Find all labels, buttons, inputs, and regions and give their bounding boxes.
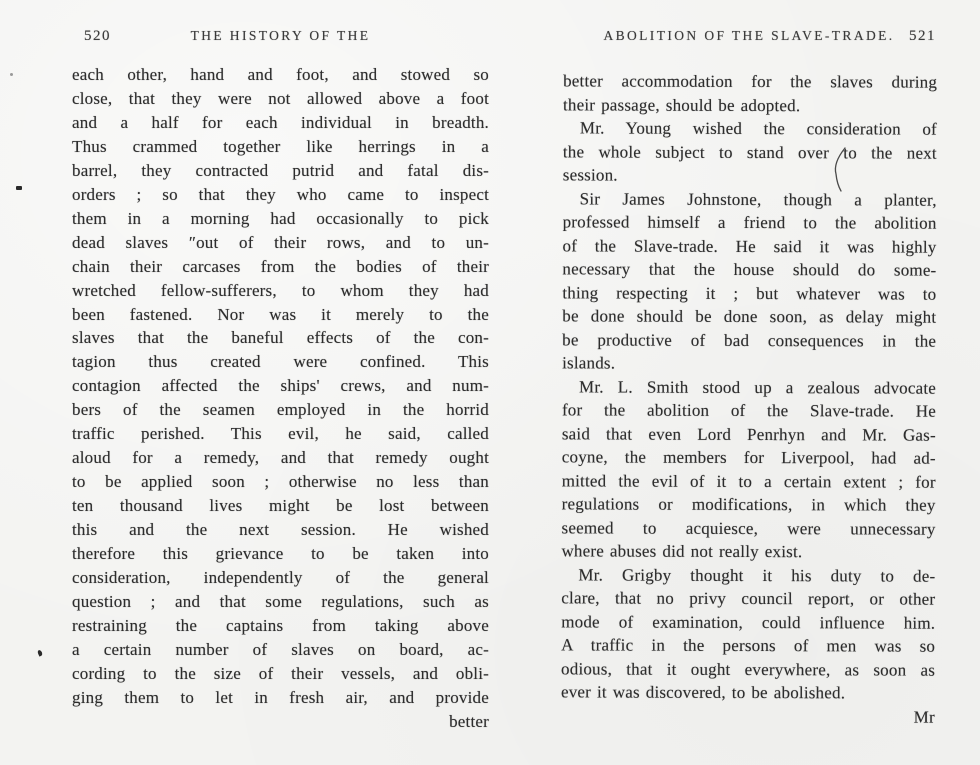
- catchword: better: [449, 711, 489, 731]
- right-running-title: ABOLITION OF THE SLAVE-TRADE.: [603, 28, 895, 43]
- text-line: their passage, should be adopted.: [562, 94, 801, 115]
- text-line: Mr. Grigby thought it his duty to de-: [578, 564, 936, 586]
- text-line: them in a morning had occasionally to pick: [72, 208, 489, 228]
- text-line: a certain number of slaves on board, ac-: [72, 639, 489, 659]
- text-line: better accommodation for the slaves during: [563, 71, 938, 92]
- text-line: been fastened. Nor was it merely to the: [72, 304, 489, 324]
- text-line: necessary that the house should do some-: [562, 259, 937, 280]
- ink-speck: [37, 649, 43, 656]
- left-page-number: 520: [84, 28, 111, 44]
- text-line: this and the next session. He wished: [72, 520, 489, 540]
- text-line: of the Slave-trade. He said it was highly: [562, 235, 937, 257]
- ink-speck: [10, 73, 13, 76]
- text-line: Mr. L. Smith stood up a zealous advocate: [579, 376, 937, 398]
- text-line: regulations or modifications, in which they: [561, 494, 936, 515]
- right-page-text: [561, 69, 937, 728]
- left-page-text: [72, 63, 489, 734]
- text-line: Thus crammed together like herrings in a: [72, 136, 489, 156]
- text-line: be productive of bad consequences in the: [562, 329, 937, 351]
- text-line: islands.: [562, 353, 616, 373]
- text-line: consideration, independently of the general: [72, 568, 489, 588]
- text-line: aloud for a remedy, and that remedy ought: [72, 448, 489, 468]
- text-line: wretched fellow-sufferers, to whom they had: [72, 280, 489, 300]
- text-line: Mr. Young wished the consideration of: [579, 118, 937, 139]
- text-line: barrel, they contracted putrid and fatal dis-: [72, 160, 489, 180]
- text-line: clare, that no privy council report, or other: [561, 588, 936, 609]
- ink-speck: [16, 186, 22, 190]
- left-running-title: THE HISTORY OF THE: [190, 28, 371, 43]
- text-line: A traffic in the persons of men was so: [561, 635, 936, 656]
- text-line: question ; and that some regulations, such as: [72, 591, 489, 611]
- text-line: dead slaves ″out of their rows, and to un-: [72, 232, 489, 252]
- text-line: ever it was discovered, to be abolished.: [560, 682, 846, 703]
- text-line: to be applied soon ; otherwise no less than: [72, 472, 489, 492]
- text-line: therefore this grievance to be taken into: [72, 544, 489, 564]
- text-line: said that even Lord Penrhyn and Mr. Gas-: [561, 423, 936, 445]
- text-line: contagion affected the ships' crews, and num-: [72, 376, 489, 396]
- right-page-number: 521: [909, 28, 936, 44]
- text-line: where abuses did not really exist.: [561, 541, 803, 562]
- text-line: ten thousand lives might be lost between: [72, 496, 489, 516]
- text-line: mode of examination, could influence him.: [561, 611, 936, 633]
- text-line: thing respecting it ; but whatever was to: [562, 282, 937, 304]
- text-line: and a half for each individual in breadth.: [72, 112, 489, 132]
- text-line: traffic perished. This evil, he said, called: [72, 424, 489, 444]
- left-running-head: [72, 28, 489, 46]
- text-line: odious, that it ought everywhere, as soon as: [561, 658, 936, 680]
- text-line: mitted the evil of it to a certain extent ; for: [561, 470, 936, 492]
- text-line: cording to the size of their vessels, and obli-: [72, 663, 489, 683]
- text-line: bers of the seamen employed in the horrid: [72, 400, 489, 420]
- text-line: for the abolition of the Slave-trade. He: [561, 400, 936, 421]
- text-line: be done should be done soon, as delay might: [562, 306, 937, 327]
- text-line: ging them to let in fresh air, and provide: [72, 687, 489, 707]
- right-running-head: [562, 28, 936, 46]
- text-line: each other, hand and foot, and stowed so: [72, 65, 489, 84]
- text-line: slaves that the baneful effects of the con-: [72, 328, 489, 348]
- text-line: seemed to acquiesce, were unnecessary: [561, 517, 936, 539]
- text-line: session.: [562, 165, 618, 185]
- text-line: restraining the captains from taking above: [72, 615, 489, 635]
- text-line: orders ; so that they who came to inspect: [72, 184, 489, 204]
- text-line: the whole subject to stand over to the next: [562, 141, 937, 163]
- text-line: Sir James Johnstone, though a planter,: [579, 188, 937, 210]
- text-line: chain their carcases from the bodies of their: [72, 256, 489, 276]
- text-line: coyne, the members for Liverpool, had ad-: [561, 447, 936, 468]
- catchword: Mr: [913, 707, 935, 727]
- text-line: professed himself a friend to the abolition: [562, 212, 937, 233]
- text-line: tagion thus created were confined. This: [72, 352, 489, 372]
- text-line: close, that they were not allowed above a foot: [72, 88, 489, 108]
